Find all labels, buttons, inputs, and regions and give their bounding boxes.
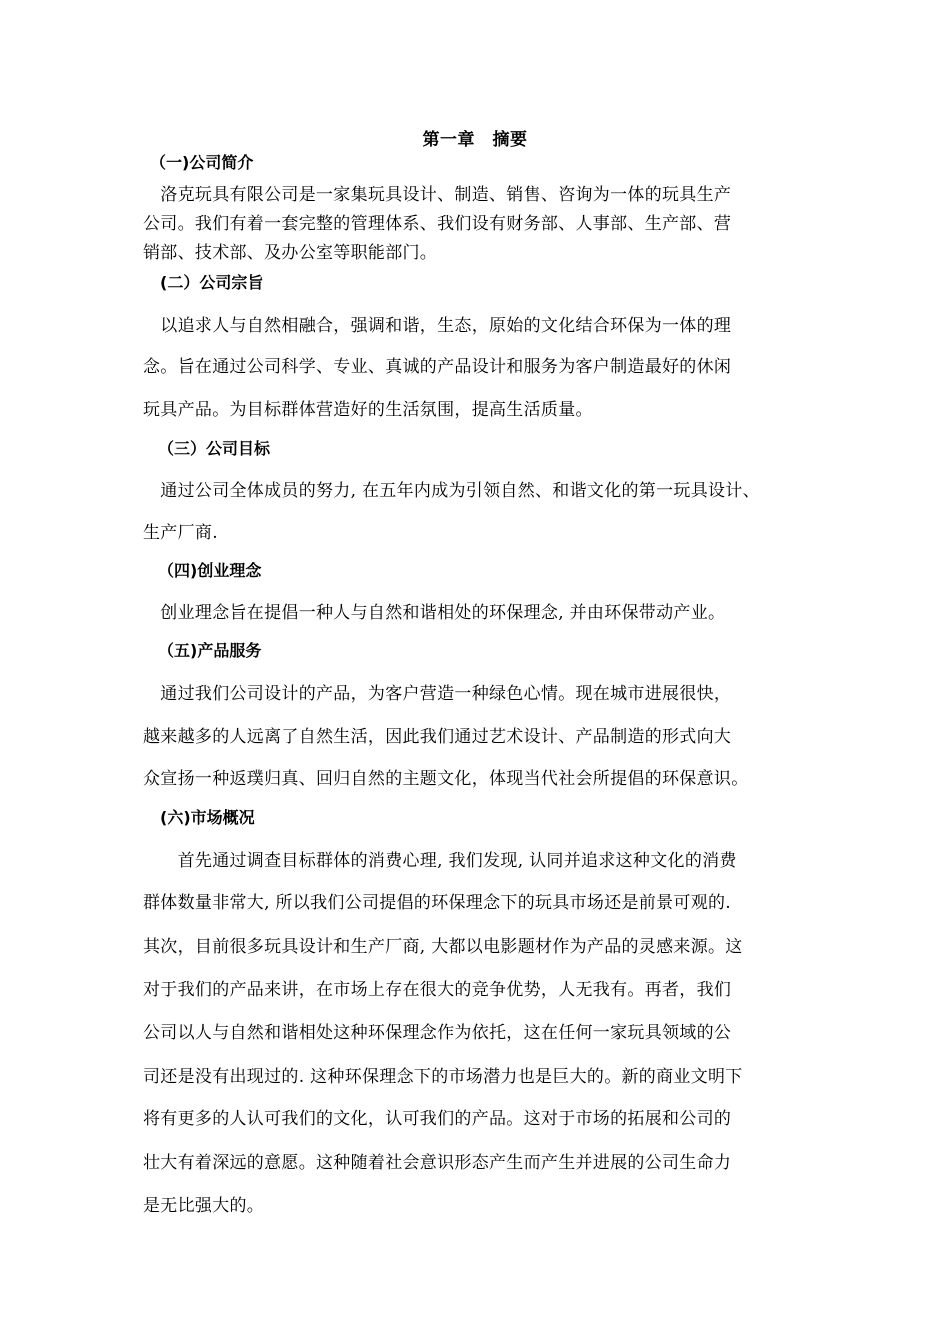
section-heading-business-philosophy: （四)创业理念 (158, 561, 262, 580)
paragraph-line: 是无比强大的。 (143, 1196, 265, 1216)
paragraph-line: 念。旨在通过公司科学、专业、真诚的产品设计和服务为客户制造最好的休闲 (143, 357, 732, 377)
paragraph-line: 洛克玩具有限公司是一家集玩具设计、制造、销售、咨询为一体的玩具生产 (143, 185, 732, 205)
paragraph-line: 越来越多的人远离了自然生活，因此我们通过艺术设计、产品制造的形式向大 (143, 727, 732, 747)
section-heading-company-goals: （三）公司目标 (158, 439, 271, 458)
paragraph-line: 将有更多的人认可我们的文化，认可我们的产品。这对于市场的拓展和公司的 (143, 1109, 732, 1129)
section-heading-product-services: （五)产品服务 (158, 641, 262, 660)
paragraph-line: 销部、技术部、及办公室等职能部门。 (143, 243, 438, 263)
paragraph-line: 群体数量非常大, 所以我们公司提倡的环保理念下的玩具市场还是前景可观的. (143, 893, 732, 913)
paragraph-line: 公司以人与自然和谐相处这种环保理念作为依托，这在任何一家玩具领域的公 (143, 1023, 732, 1043)
paragraph-line: 生产厂商. (143, 523, 218, 543)
paragraph-line: 对于我们的产品来讲，在市场上存在很大的竞争优势，人无我有。再者，我们 (143, 980, 732, 1000)
section-heading-market-overview: (六)市场概况 (160, 808, 255, 827)
paragraph-line: 司还是没有出现过的. 这种环保理念下的市场潜力也是巨大的。新的商业文明下 (143, 1067, 743, 1087)
paragraph-line: 壮大有着深远的意愿。这种随着社会意识形态产生而产生并进展的公司生命力 (143, 1153, 732, 1173)
paragraph-line: 首先通过调查目标群体的消费心理, 我们发现, 认同并追求这种文化的消费 (143, 851, 737, 871)
paragraph-line: 公司。我们有着一套完整的管理体系、我们设有财务部、人事部、生产部、营 (143, 214, 732, 234)
section-heading-company-intro: （一)公司简介 (150, 153, 254, 172)
paragraph-line: 其次，目前很多玩具设计和生产厂商, 大都以电影题材作为产品的灵感来源。这 (143, 937, 743, 957)
paragraph-line: 通过公司全体成员的努力, 在五年内成为引领自然、和谐文化的第一玩具设计、 (143, 481, 760, 501)
paragraph-line: 创业理念旨在提倡一种人与自然和谐相处的环保理念, 并由环保带动产业。 (143, 603, 726, 623)
chapter-title: 第一章 摘要 (422, 130, 528, 150)
paragraph-line: 玩具产品。为目标群体营造好的生活氛围，提高生活质量。 (143, 400, 593, 420)
section-heading-company-purpose: (二）公司宗旨 (160, 273, 264, 292)
paragraph-line: 以追求人与自然相融合，强调和谐，生态，原始的文化结合环保为一体的理 (143, 316, 732, 336)
paragraph-line: 通过我们公司设计的产品，为客户营造一种绿色心情。现在城市进展很快， (143, 684, 732, 704)
paragraph-line: 众宣扬一种返璞归真、回归自然的主题文化，体现当代社会所提倡的环保意识。 (143, 769, 749, 789)
